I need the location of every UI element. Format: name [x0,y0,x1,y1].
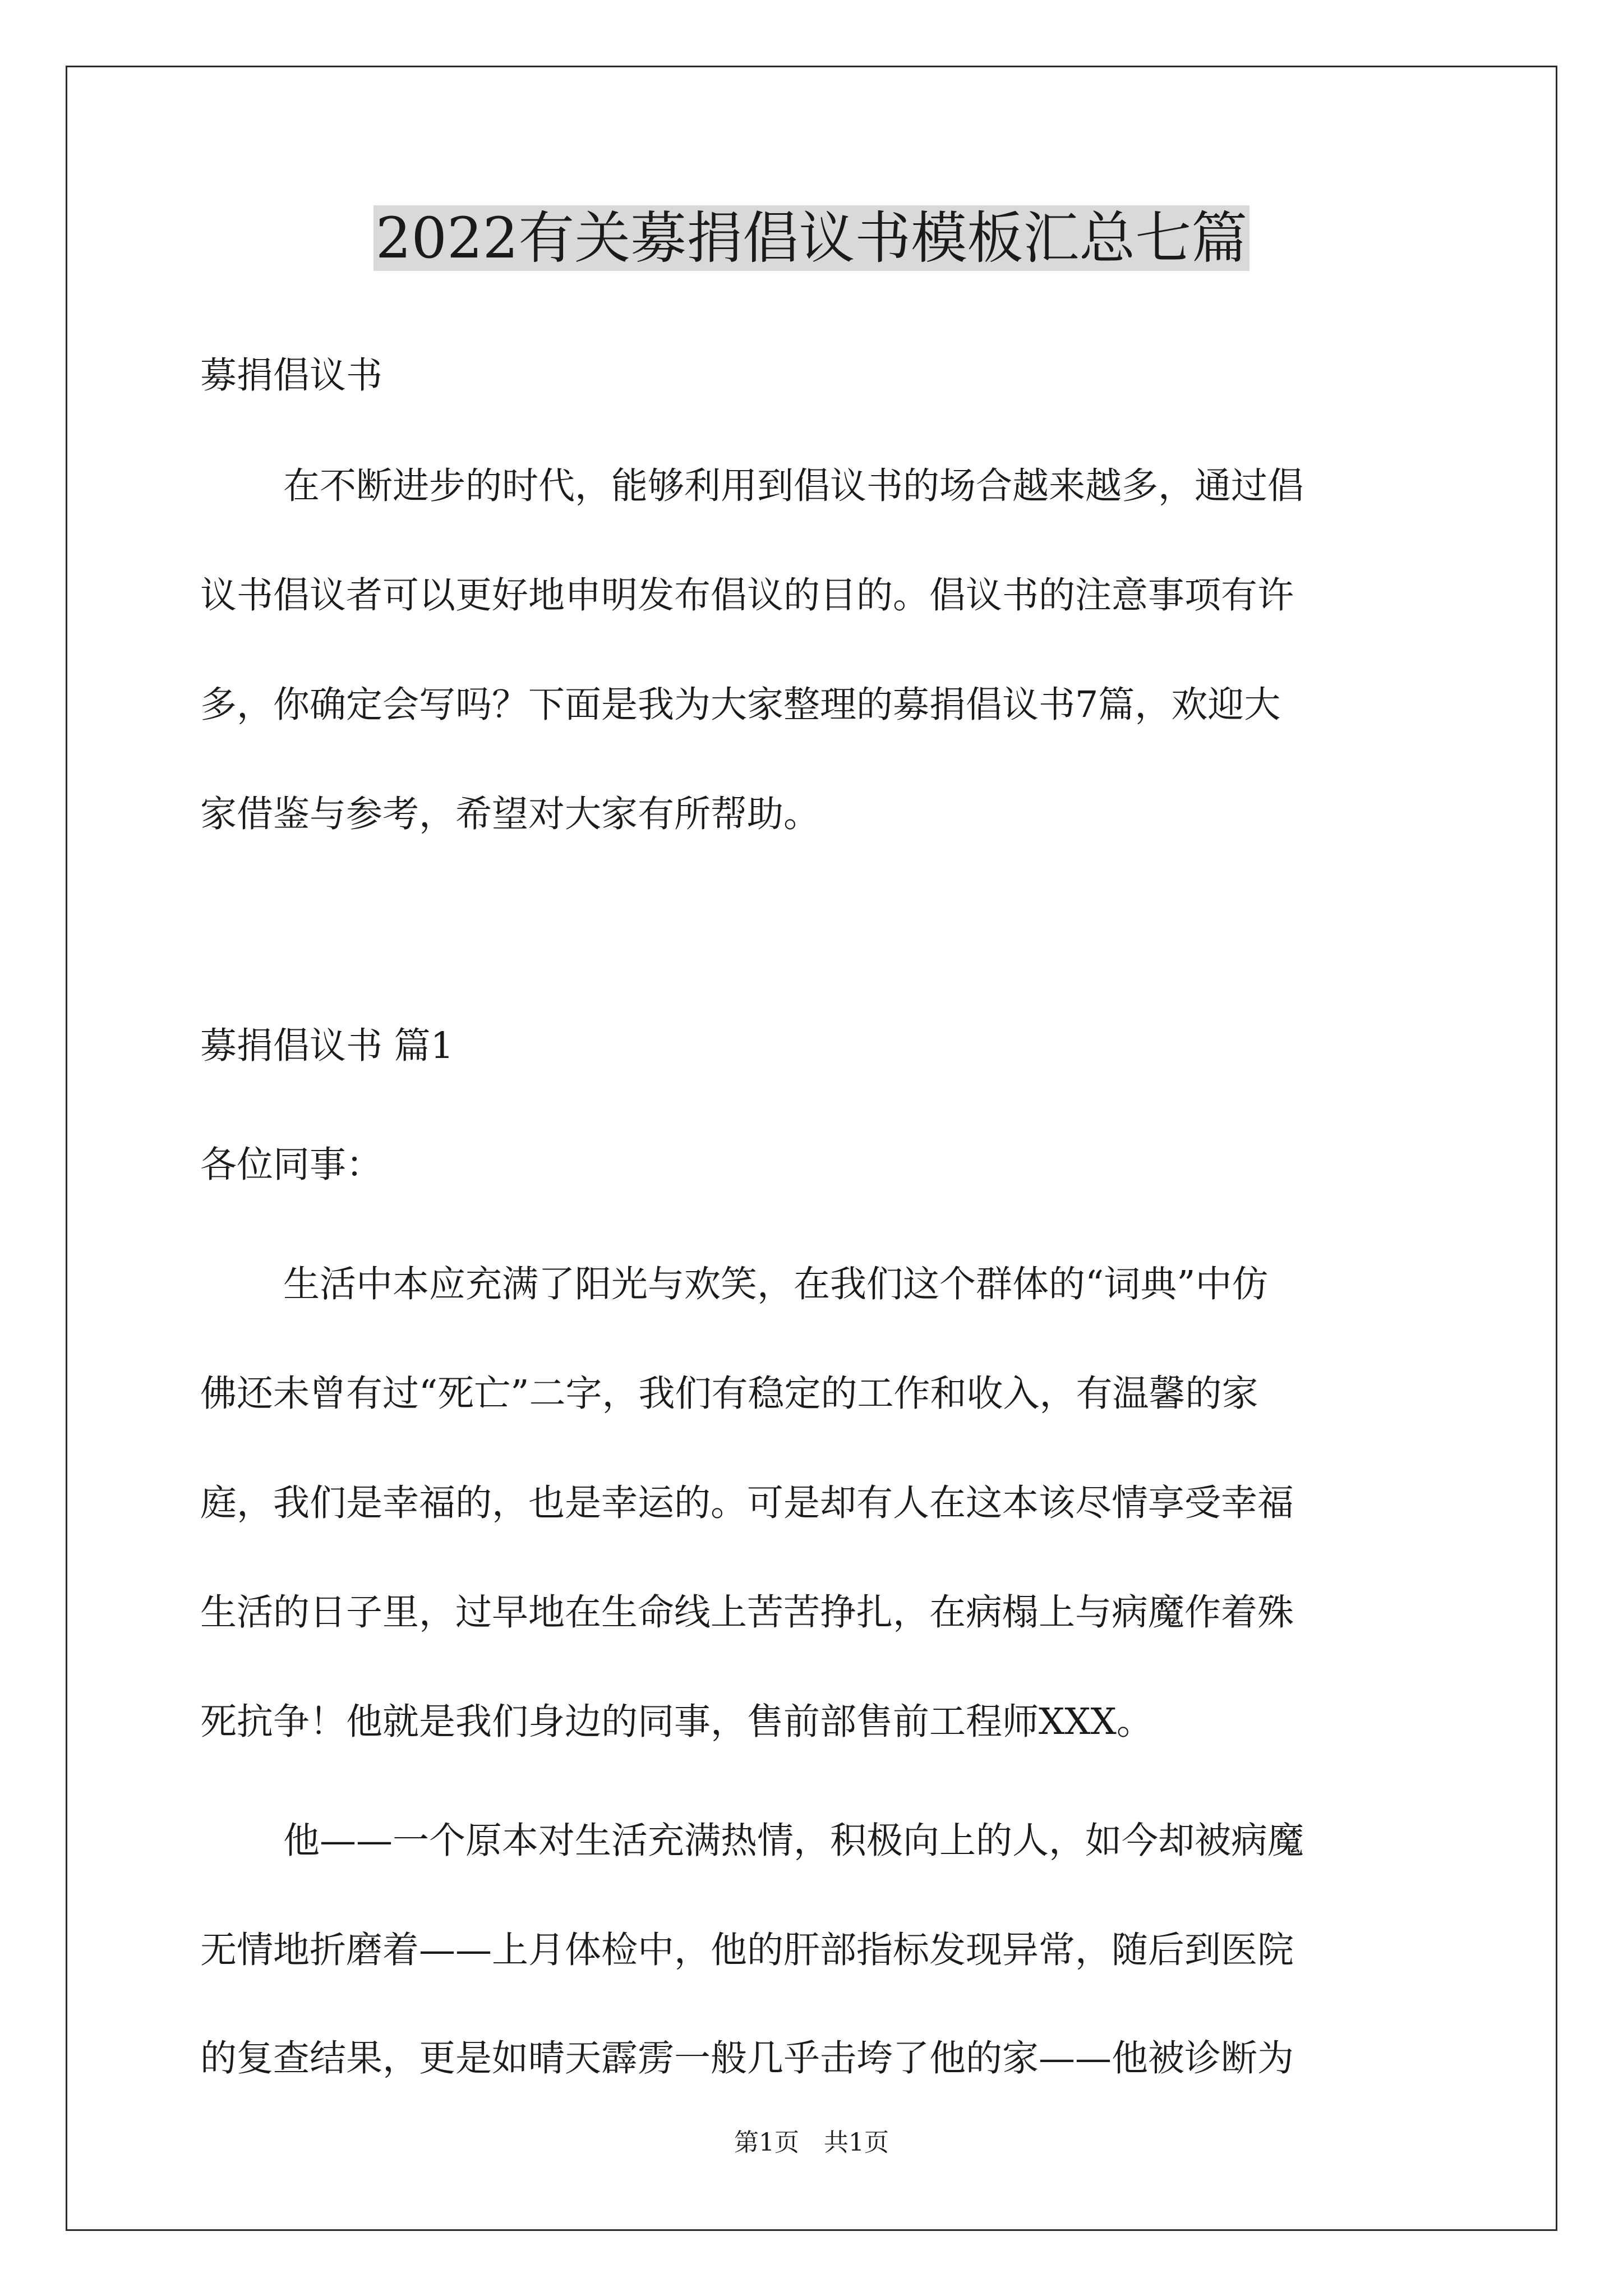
intro-line-4: 家借鉴与参考，希望对大家有所帮助。 [200,793,820,835]
paragraph-2-line-2: 无情地折磨着——上月体检中，他的肝部指标发现异常，随后到医院 [200,1929,1294,1971]
section-heading: 募捐倡议书 篇1 [200,1025,454,1067]
intro-line-3: 多，你确定会写吗？下面是我为大家整理的募捐倡议书7篇，欢迎大 [200,684,1281,726]
paragraph-1-line-5: 死抗争！他就是我们身边的同事，售前部售前工程师XXX。 [200,1701,1153,1743]
paragraph-1-line-2: 佛还未曾有过“死亡”二字，我们有稳定的工作和收入，有温馨的家 [200,1373,1258,1415]
document-title-text: 2022有关募捐倡议书模板汇总七篇 [374,205,1250,271]
paragraph-1-line-4: 生活的日子里，过早地在生命线上苦苦挣扎，在病榻上与病魔作着殊 [200,1591,1294,1634]
intro-heading: 募捐倡议书 [200,355,383,397]
document-title [0,199,1623,278]
paragraph-1-line-3: 庭，我们是幸福的，也是幸运的。可是却有人在这本该尽情享受幸福 [200,1482,1294,1524]
paragraph-2-line-3: 的复查结果，更是如晴天霹雳一般几乎击垮了他的家——他被诊断为 [200,2037,1294,2079]
intro-line-1: 在不断进步的时代，能够利用到倡议书的场合越来越多，通过倡 [283,465,1304,507]
paragraph-1-line-1: 生活中本应充满了阳光与欢笑，在我们这个群体的“词典”中仿 [283,1263,1269,1305]
paragraph-2-line-1: 他——一个原本对生活充满热情，积极向上的人，如今却被病魔 [283,1820,1304,1862]
intro-line-2: 议书倡议者可以更好地申明发布倡议的目的。倡议书的注意事项有许 [200,574,1294,616]
page-number-footer: 第1页 共1页 [734,2128,889,2157]
salutation: 各位同事： [200,1144,383,1186]
